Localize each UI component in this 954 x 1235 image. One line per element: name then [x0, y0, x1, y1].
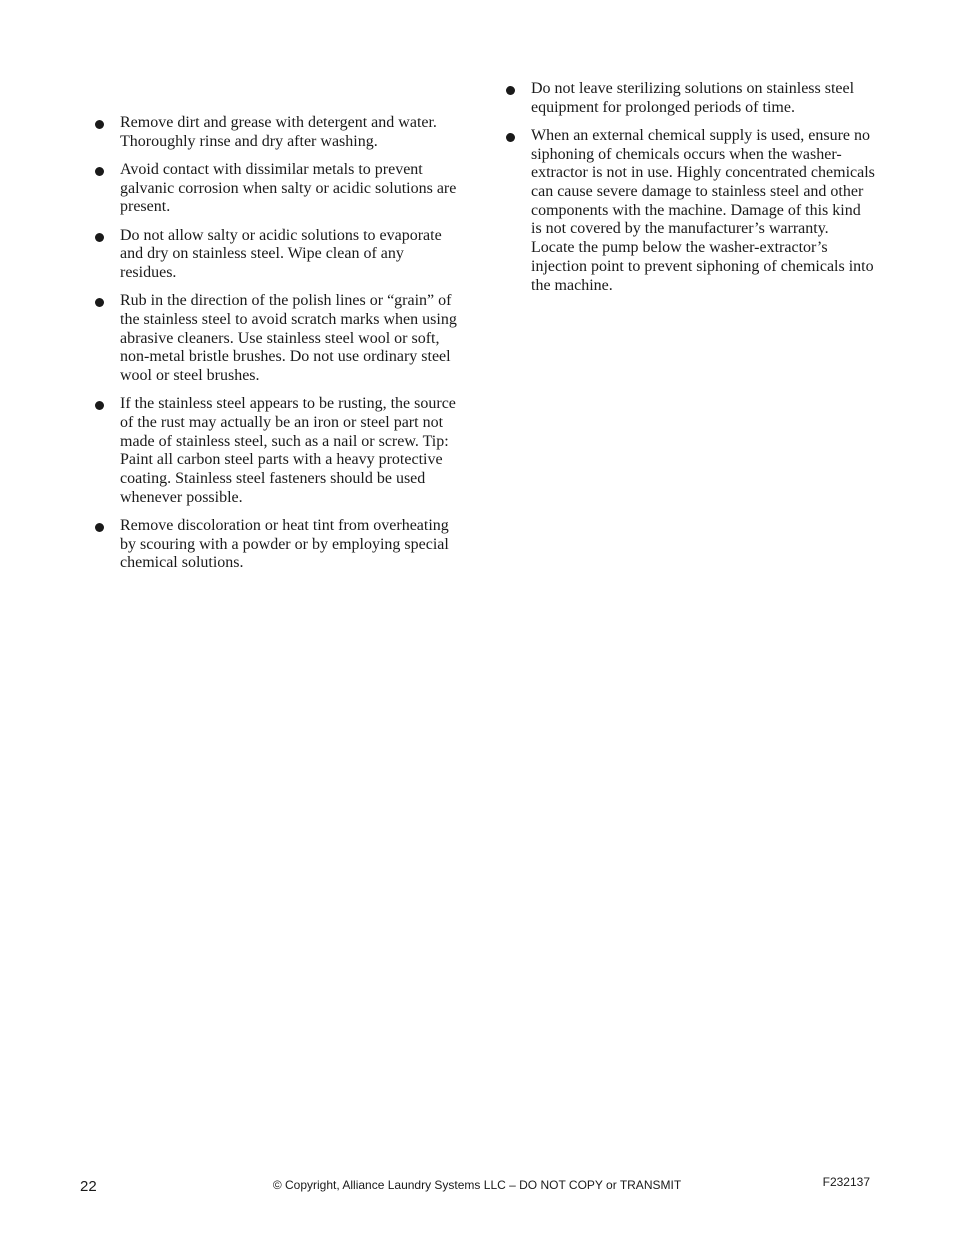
- list-item-text: When an external chemical supply is used, ensure no siphoning of chemicals occurs when the washer-extractor is not in use. Highly concentrated chemicals can cause severe damage to stainless steel and other components with the machine. Damage of this kind is not covered by the manufacturer’s warranty. Locate the pump below the washer-extractor’s injection point to prevent siphoning of chemicals into the machine.: [531, 126, 875, 294]
- bullet-icon: [95, 401, 104, 410]
- list-item: [94, 517, 460, 573]
- list-item-text: Remove discoloration or heat tint from overheating by scouring with a powder or by employing special chemical solutions.: [120, 516, 449, 572]
- list-item: [94, 395, 460, 507]
- bullet-icon: [95, 523, 104, 532]
- list-item-text: Rub in the direction of the polish lines or “grain” of the stainless steel to avoid scratch marks when using abrasive cleaners. Use stainless steel wool or soft, non-metal bristle brushes. Do not use ordinary steel wool or steel brushes.: [120, 292, 457, 384]
- list-item-text: Remove dirt and grease with detergent and water. Thoroughly rinse and dry after washing.: [120, 114, 437, 150]
- page-number: 22: [80, 1178, 97, 1195]
- list-item: [505, 127, 875, 295]
- copyright-notice: © Copyright, Alliance Laundry Systems LLC – DO NOT COPY or TRANSMIT: [272, 1178, 682, 1192]
- bullet-icon: [506, 86, 515, 95]
- list-item: [94, 292, 460, 386]
- list-item: [505, 80, 875, 117]
- list-item: [94, 114, 460, 151]
- list-item: [94, 227, 460, 283]
- list-item: [94, 161, 460, 217]
- list-item-text: If the stainless steel appears to be rusting, the source of the rust may actually be an iron or steel part not made of stainless steel, such as a nail or screw. Tip: Paint all carbon steel parts with a heavy protective coating. Stainless steel fasteners should be used whenever possible.: [120, 395, 456, 506]
- bullet-list-left: [94, 114, 460, 573]
- list-item-text: Do not leave sterilizing solutions on stainless steel equipment for prolonged periods of time.: [531, 80, 855, 116]
- left-column: [94, 0, 460, 582]
- list-item-text: Avoid contact with dissimilar metals to prevent galvanic corrosion when salty or acidic solutions are present.: [120, 160, 457, 216]
- page-footer: [0, 1175, 954, 1195]
- bullet-icon: [95, 120, 104, 129]
- bullet-icon: [95, 233, 104, 242]
- bullet-list-right: [505, 80, 875, 295]
- right-column: [505, 0, 875, 305]
- bullet-icon: [95, 167, 104, 176]
- list-item-text: Do not allow salty or acidic solutions to evaporate and dry on stainless steel. Wipe clean of any residues.: [120, 226, 442, 281]
- bullet-icon: [95, 298, 104, 307]
- bullet-icon: [506, 133, 515, 142]
- document-code: F232137: [822, 1175, 870, 1189]
